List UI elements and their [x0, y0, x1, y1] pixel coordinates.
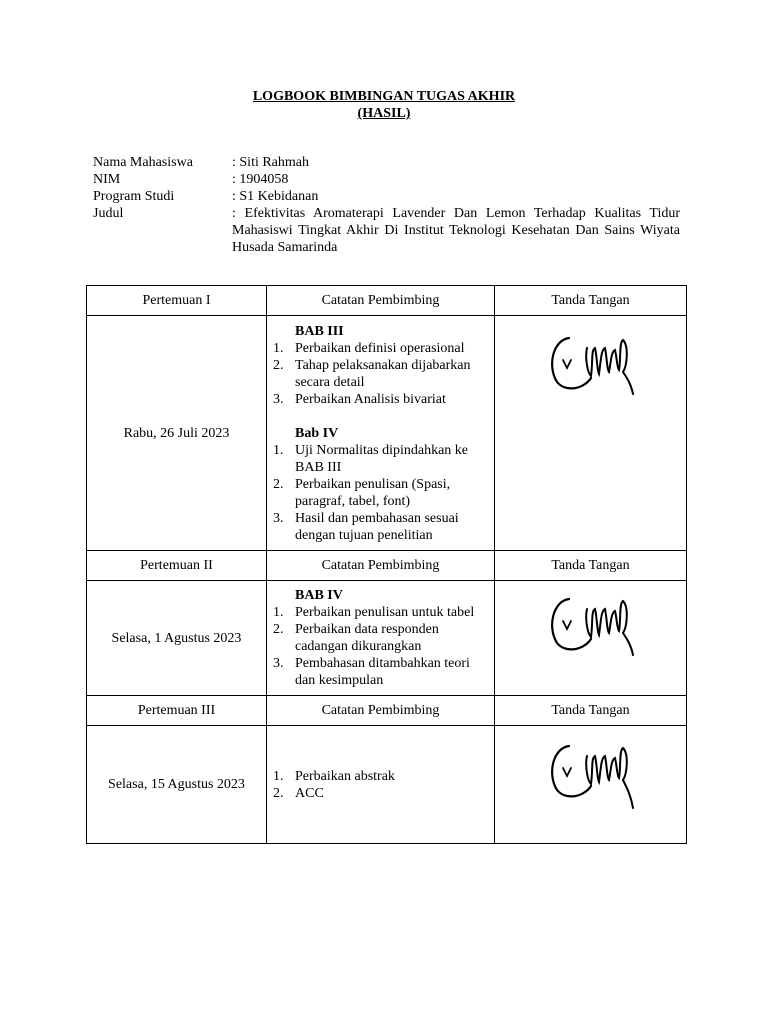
meeting-3-signature-cell — [495, 726, 687, 844]
list-item: 2. Perbaikan data responden cadangan dikurangkan — [273, 622, 439, 654]
meeting-1-section-2-heading: Bab IV — [295, 425, 339, 441]
meeting-3-notes — [267, 726, 495, 844]
meeting-2-header-row — [87, 551, 687, 581]
info-row-nama — [93, 154, 680, 171]
nim-value: : 1904058 — [232, 172, 289, 187]
list-item: 1. Perbaikan penulisan untuk tabel — [273, 605, 475, 620]
list-item: 2. ACC — [273, 785, 324, 801]
document-subtitle: (HASIL) — [357, 106, 411, 121]
judul-value: : Efektivitas Aromaterapi Lavender Dan Lemon Terhadap Kualitas Tidur Mahasiswi Tingkat Akhir Di Institut Teknologi Kesehatan Dan Sains Wiyata Husada Samarinda — [232, 206, 680, 255]
meeting-2-row — [87, 581, 687, 696]
meeting-1-notes — [267, 316, 495, 551]
meeting-1-header: Pertemuan I — [87, 286, 267, 316]
student-info — [93, 154, 680, 256]
prodi-label: Program Studi — [93, 189, 175, 204]
judul-label: Judul — [93, 206, 124, 221]
meeting-3-row — [87, 726, 687, 844]
list-item: 2. Perbaikan penulisan (Spasi, paragraf, tabel, font) — [273, 476, 451, 509]
meeting-1-section-1-list — [267, 340, 494, 408]
meeting-1-section-1-heading: BAB III — [295, 323, 344, 339]
signature-image — [541, 587, 641, 659]
list-item: 3. Pembahasan ditambahkan teori dan kesimpulan — [273, 656, 470, 688]
info-row-prodi — [93, 188, 680, 205]
meeting-2-notes — [267, 581, 495, 696]
meeting-1-sign-header: Tanda Tangan — [495, 286, 687, 316]
info-row-nim — [93, 171, 680, 188]
meeting-1-date: Rabu, 26 Juli 2023 — [87, 316, 267, 551]
meeting-3-notes-header: Catatan Pembimbing — [267, 696, 495, 726]
meeting-2-header: Pertemuan II — [87, 551, 267, 581]
meeting-1-row — [87, 316, 687, 551]
meeting-2-section-1-list — [267, 604, 494, 689]
meeting-1-notes-header: Catatan Pembimbing — [267, 286, 495, 316]
meeting-3-header: Pertemuan III — [87, 696, 267, 726]
meeting-2-signature-cell — [495, 581, 687, 696]
meeting-3-header-row — [87, 696, 687, 726]
nama-value: : Siti Rahmah — [232, 155, 309, 170]
meeting-1-header-row — [87, 286, 687, 316]
list-item: 2. Tahap pelaksanakan dijabarkan secara detail — [273, 357, 471, 390]
signature-image — [541, 732, 641, 812]
list-item: 1. Uji Normalitas dipindahkan ke BAB III — [273, 442, 469, 475]
list-item: 1. Perbaikan definisi operasional — [273, 340, 465, 356]
meeting-3-date: Selasa, 15 Agustus 2023 — [87, 726, 267, 844]
meeting-3-sign-header: Tanda Tangan — [495, 696, 687, 726]
nim-label: NIM — [93, 172, 121, 187]
meeting-2-date: Selasa, 1 Agustus 2023 — [87, 581, 267, 696]
info-row-judul — [93, 205, 680, 256]
meeting-1-section-2-list — [267, 442, 494, 544]
meeting-3-section-1-list — [267, 768, 494, 802]
meeting-2-section-1-heading: BAB IV — [295, 588, 343, 603]
list-item: 1. Perbaikan abstrak — [273, 768, 395, 784]
prodi-value: : S1 Kebidanan — [232, 189, 319, 204]
meeting-1-signature-cell — [495, 316, 687, 551]
meeting-2-notes-header: Catatan Pembimbing — [267, 551, 495, 581]
signature-image — [541, 326, 641, 398]
document-title: LOGBOOK BIMBINGAN TUGAS AKHIR — [252, 89, 516, 104]
list-item: 3. Perbaikan Analisis bivariat — [273, 391, 446, 407]
list-item: 3. Hasil dan pembahasan sesuai dengan tujuan penelitian — [273, 510, 459, 543]
meeting-2-sign-header: Tanda Tangan — [495, 551, 687, 581]
logbook-table — [86, 285, 687, 844]
nama-label: Nama Mahasiswa — [93, 155, 193, 170]
